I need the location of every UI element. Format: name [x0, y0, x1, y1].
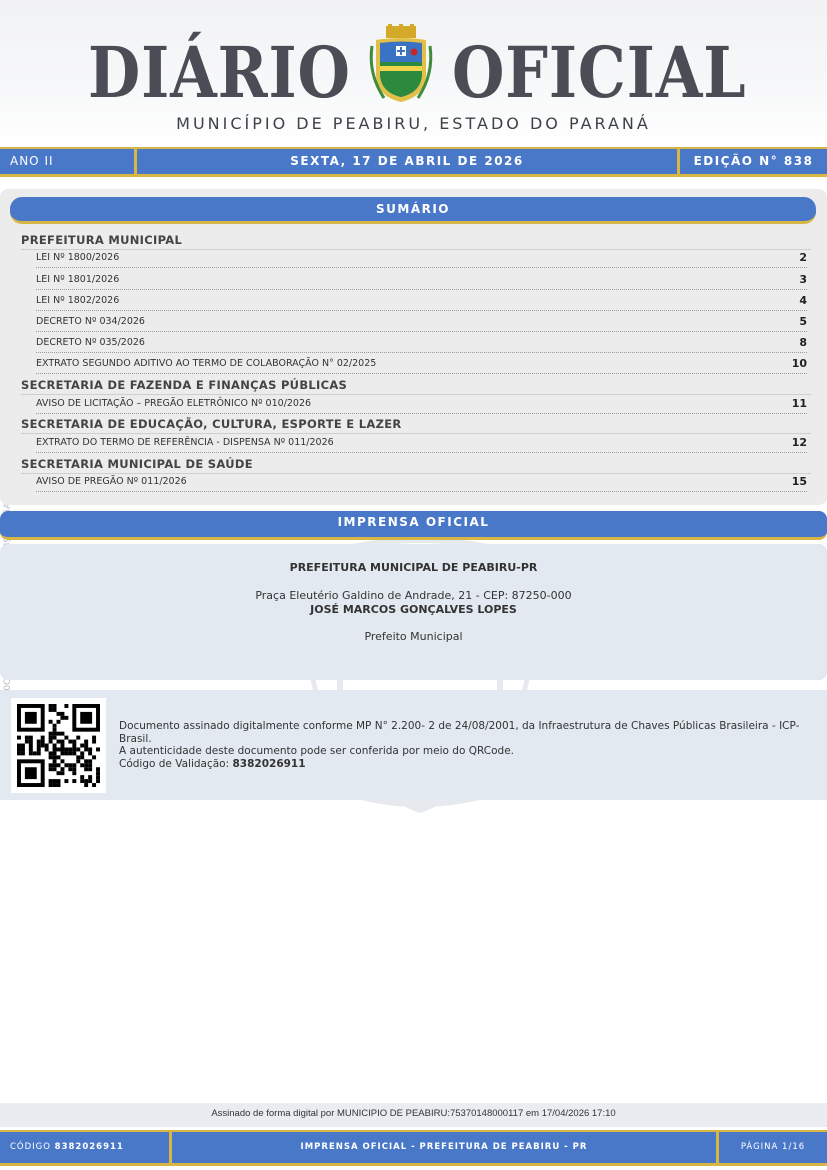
qr-code-icon	[17, 704, 100, 787]
org-address: Praça Eleutério Galdino de Andrade, 21 - CEP: 87250-000	[255, 589, 572, 602]
footer-signature: Assinado de forma digital por MUNICIPIO DE PEABIRU:75370148000117 em 17/04/2026 17:10	[0, 1103, 827, 1127]
page-number: 2	[799, 251, 807, 264]
summary-item[interactable]: AVISO DE LICITAÇÃO – PREGÃO ELETRÔNICO Nº 010/2026 11	[36, 398, 807, 414]
page-number: 8	[799, 336, 807, 349]
subtitle: MUNICÍPIO DE PEABIRU, ESTADO DO PARANÁ	[176, 114, 651, 133]
municipal-crest-icon	[366, 24, 436, 106]
title-left: DIÁRIO	[88, 31, 351, 114]
date-label: SEXTA, 17 DE ABRIL DE 2026	[290, 154, 524, 168]
summary-section-title: SECRETARIA MUNICIPAL DE SAÚDE	[21, 457, 811, 474]
page-number: 10	[791, 357, 807, 370]
summary-item[interactable]: EXTRATO SEGUNDO ADITIVO AO TERMO DE COLABORAÇÃO N° 02/2025 10	[36, 358, 807, 374]
org-name: PREFEITURA MUNICIPAL DE PEABIRU-PR	[289, 561, 538, 574]
summary-item[interactable]: LEI Nº 1800/2026 2	[36, 252, 807, 268]
year-label: ANO II	[10, 154, 54, 168]
summary-item[interactable]: LEI Nº 1801/2026 3	[36, 274, 807, 290]
page-number: 15	[791, 475, 807, 488]
validation-code: Código de Validação: 8382026911	[119, 757, 306, 770]
summary-title: SUMÁRIO	[10, 197, 816, 224]
footer-title: IMPRENSA OFICIAL - PREFEITURA DE PEABIRU - PR	[300, 1142, 588, 1152]
summary-item[interactable]: EXTRATO DO TERMO DE REFERÊNCIA - DISPENSA Nº 011/2026 12	[36, 437, 807, 453]
page-number: 4	[799, 294, 807, 307]
footer-bar	[0, 1130, 827, 1166]
footer-code: CÓDIGO 8382026911	[10, 1142, 124, 1152]
signature-text	[119, 720, 819, 770]
page-number: 3	[799, 273, 807, 286]
imprensa-title: IMPRENSA OFICIAL	[0, 511, 827, 540]
summary-item[interactable]: DECRETO Nº 035/2026 8	[36, 337, 807, 353]
page-indicator: PÁGINA 1/16	[740, 1142, 806, 1152]
signature-line-1: Documento assinado digitalmente conforme MP N° 2.200- 2 de 24/08/2001, da Infraestrutura de Chaves Públicas Brasileira - ICP-Brasil.	[119, 720, 800, 745]
summary-item[interactable]: DECRETO Nº 034/2026 5	[36, 316, 807, 332]
summary-section-title: SECRETARIA DE EDUCAÇÃO, CULTURA, ESPORTE E LAZER	[21, 417, 811, 434]
signature-line-2: A autenticidade deste documento pode ser conferida por meio do QRCode.	[119, 745, 514, 757]
mayor-role: Prefeito Municipal	[364, 630, 463, 643]
summary-item[interactable]: LEI Nº 1802/2026 4	[36, 295, 807, 311]
title-right: OFICIAL	[452, 31, 747, 114]
mayor-name: JOSÉ MARCOS GONÇALVES LOPES	[310, 603, 517, 616]
edition-bar	[0, 147, 827, 177]
summary-section-title: SECRETARIA DE FAZENDA E FINANÇAS PÚBLICAS	[21, 378, 811, 395]
page-number: 12	[791, 436, 807, 449]
edition-label: EDIÇÃO N° 838	[693, 154, 814, 168]
qr-code[interactable]	[11, 698, 106, 793]
summary-section-title: PREFEITURA MUNICIPAL	[21, 233, 811, 250]
page-number: 11	[791, 397, 807, 410]
masthead	[0, 0, 827, 147]
summary-item[interactable]: AVISO DE PREGÃO Nº 011/2026 15	[36, 476, 807, 492]
page-number: 5	[799, 315, 807, 328]
